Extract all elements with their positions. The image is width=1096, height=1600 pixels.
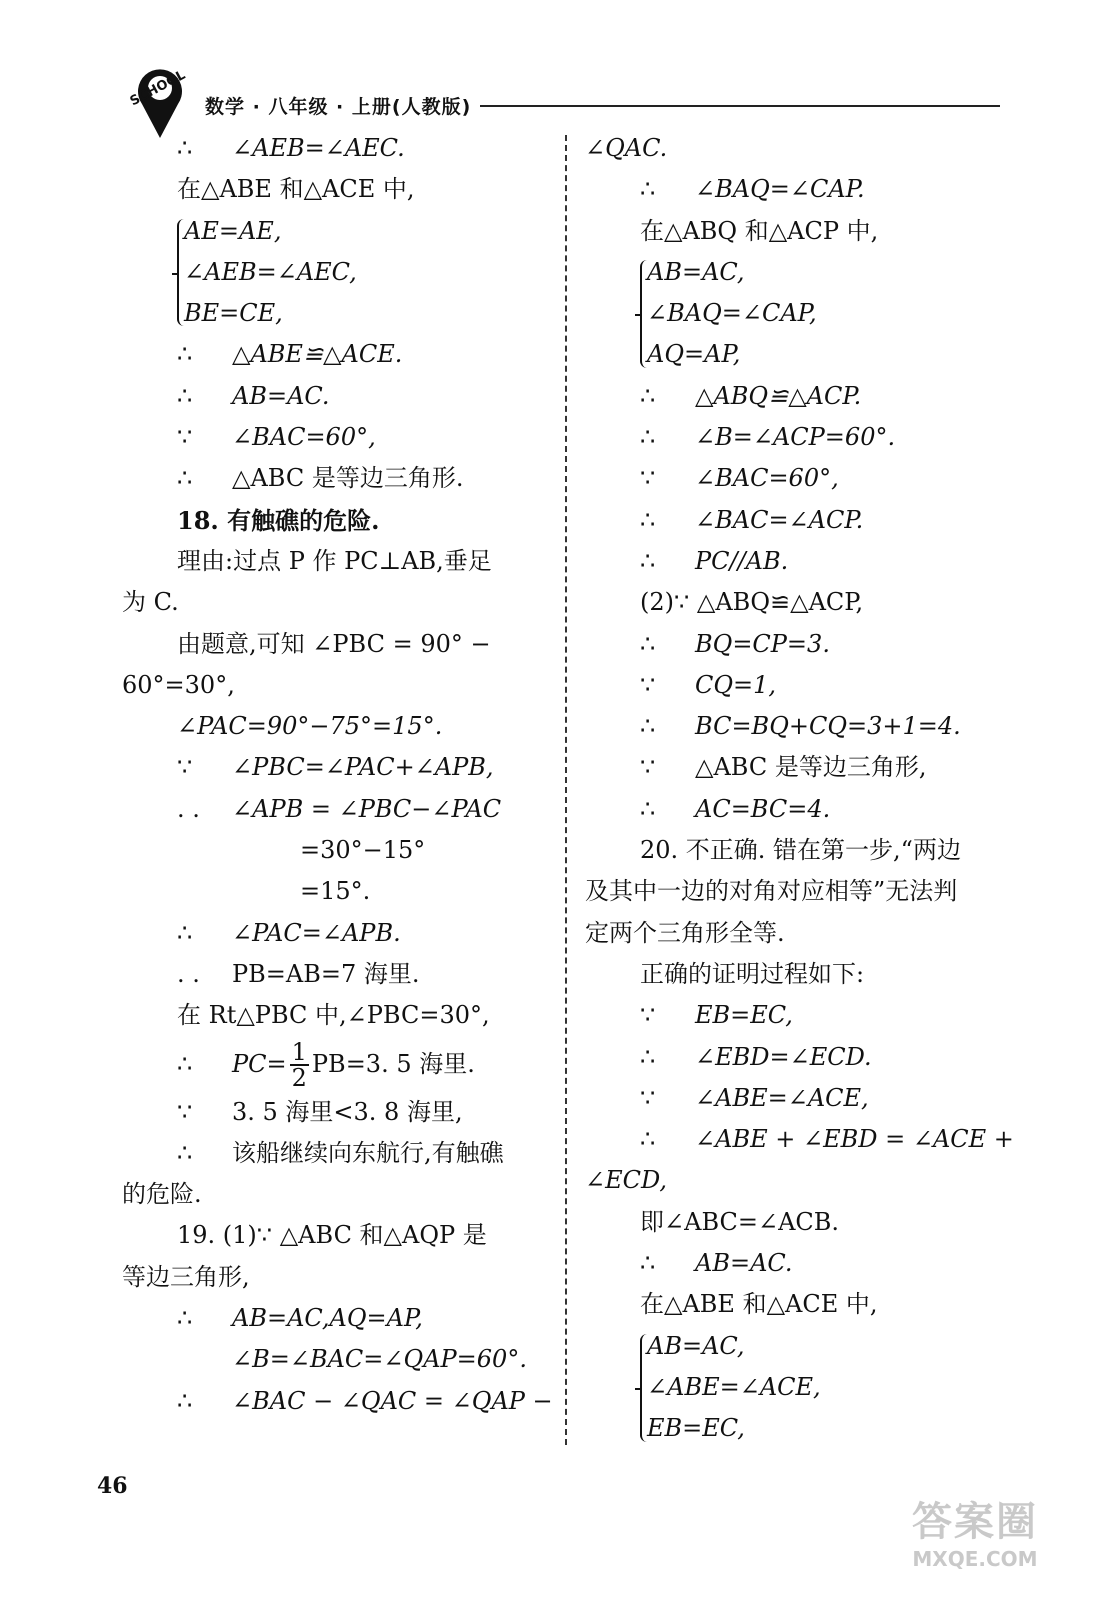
answer-line: 正确的证明过程如下: xyxy=(640,959,865,988)
therefore-symbol: ∴ xyxy=(177,134,193,162)
answer-line: ∵ EB=EC, xyxy=(640,1001,793,1030)
answer-line: ∵ △ABC 是等边三角形, xyxy=(640,753,927,782)
answer-line: 60°=30°, xyxy=(122,670,235,699)
answer-line: ∵ ∠ABE=∠ACE, xyxy=(640,1083,869,1112)
answer-line: ∴ ∠BAC − ∠QAC = ∠QAP − xyxy=(177,1386,553,1415)
fraction-one-half: $\frac{1}{2}$ xyxy=(291,1038,307,1093)
book-title: 数学 · 八年级 · 上册(人教版) xyxy=(205,96,472,118)
left-column xyxy=(122,128,553,1422)
answer-line: . . ∠APB = ∠PBC−∠PAC xyxy=(177,794,502,823)
answer-line: 由题意,可知 ∠PBC = 90° − xyxy=(177,629,491,658)
column-divider xyxy=(565,135,567,1445)
logo-text: SCHOOL xyxy=(127,67,188,110)
answer-line: ∠B=∠BAC=∠QAP=60°. xyxy=(232,1345,527,1374)
answer-line: 在△ABQ 和△ACP 中, xyxy=(640,216,879,245)
answer-line: ∴ AC=BC=4. xyxy=(640,794,831,823)
header-divider xyxy=(480,105,1000,107)
answer-line: ∠ECD, xyxy=(585,1166,668,1195)
answer-line: ∴ ∠ABE + ∠EBD = ∠ACE + xyxy=(640,1125,1014,1154)
answer-line: AQ=AP, xyxy=(647,340,741,369)
question-19-answer: 19. (1)∵ △ABC 和△AQP 是 xyxy=(177,1221,487,1250)
answer-line: ∵ CQ=1, xyxy=(640,670,777,699)
answer-line: ∴ 该船继续向东航行,有触礁 xyxy=(177,1138,504,1167)
question-20-answer: 20. 不正确. 错在第一步,“两边 xyxy=(640,836,961,865)
answer-line: ∠QAC. xyxy=(585,134,668,162)
answer-line: ∴ BC=BQ+CQ=3+1=4. xyxy=(640,712,961,741)
answer-line: 在 Rt△PBC 中,∠PBC=30°, xyxy=(177,1001,490,1030)
condition-brace-group xyxy=(585,1326,1005,1450)
answer-line: ∴ △ABC 是等边三角形. xyxy=(177,464,464,493)
answer-line: ∠BAQ=∠CAP, xyxy=(647,299,817,328)
answer-line: ∠ABE=∠ACE, xyxy=(647,1372,821,1401)
answer-line: 的危险. xyxy=(122,1180,202,1209)
answer-line: AB=AC, xyxy=(647,257,745,286)
answer-line: ∴ AB=AC. xyxy=(177,381,330,410)
answer-line: . . PB=AB=7 海里. xyxy=(177,959,420,988)
answer-line: 及其中一边的对角对应相等”无法判 xyxy=(585,877,958,906)
watermark-logo-text: 答案圈 xyxy=(912,1499,1038,1545)
answer-line: ∴ △ABQ≌△ACP. xyxy=(640,381,862,410)
answer-line: AB=AC, xyxy=(647,1331,745,1360)
answer-line: 等边三角形, xyxy=(122,1262,250,1291)
answer-line-fraction: ∴ PC= $\frac{1}{2}$ PB=3. 5 海里. xyxy=(177,1038,475,1093)
answer-line: ∴ AB=AC. xyxy=(640,1249,793,1278)
answer-line: ∴ ∠B=∠ACP=60°. xyxy=(640,423,896,452)
because-symbol: ∵ xyxy=(177,423,193,452)
answer-line: ∵ ∠PBC=∠PAC+∠APB, xyxy=(177,753,494,782)
site-watermark xyxy=(900,1490,1050,1590)
right-column xyxy=(585,128,1014,1450)
answer-line: ∴ ∠BAC=∠ACP. xyxy=(640,505,864,534)
condition-brace-group xyxy=(585,252,1005,376)
answer-line: ∠PAC=90°−75°=15°. xyxy=(177,712,443,741)
answer-line: BE=CE, xyxy=(184,299,283,328)
answer-line: ∴ △ABE≌△ACE. xyxy=(177,340,403,369)
answer-line: ∴ PC//AB. xyxy=(640,546,789,575)
answer-line: (2)∵ △ABQ≌△ACP, xyxy=(640,588,864,617)
answer-line: EB=EC, xyxy=(647,1414,745,1443)
answer-line: =15°. xyxy=(300,877,371,906)
answer-line: ∠AEB=∠AEC, xyxy=(184,257,357,286)
answer-line: 在△ABE 和△ACE 中, xyxy=(177,175,415,204)
answer-line: =30°−15° xyxy=(300,836,426,865)
answer-line: 为 C. xyxy=(122,588,179,617)
answer-line: ∴ ∠BAQ=∠CAP. xyxy=(640,175,865,204)
answer-line: ∴ AB=AC,AQ=AP, xyxy=(177,1304,423,1333)
answer-line: ∵ 3. 5 海里<3. 8 海里, xyxy=(177,1097,463,1126)
answer-line: 理由:过点 P 作 PC⊥AB,垂足 xyxy=(177,546,492,575)
answer-line: ∵ ∠BAC=60°, xyxy=(640,464,839,493)
watermark-url: MXQE.COM xyxy=(912,1547,1038,1571)
answer-line: ∴ ∠PAC=∠APB. xyxy=(177,918,401,947)
condition-brace-group xyxy=(122,211,542,335)
answer-line: AE=AE, xyxy=(184,216,282,245)
page-number: 46 xyxy=(97,1473,128,1499)
answer-line: ∴ ∠AEB=∠AEC. xyxy=(122,128,542,169)
answer-line: 在△ABE 和△ACE 中, xyxy=(640,1290,878,1319)
answer-line: 即∠ABC=∠ACB. xyxy=(640,1207,840,1236)
answer-line: ∵ ∠BAC=60°, xyxy=(122,417,542,458)
question-18-answer: 18. 有触礁的危险. xyxy=(177,505,380,535)
answer-line: ∴ BQ=CP=3. xyxy=(640,629,830,658)
answer-line: 定两个三角形全等. xyxy=(585,918,785,947)
answer-line: ∴ ∠EBD=∠ECD. xyxy=(640,1042,872,1071)
